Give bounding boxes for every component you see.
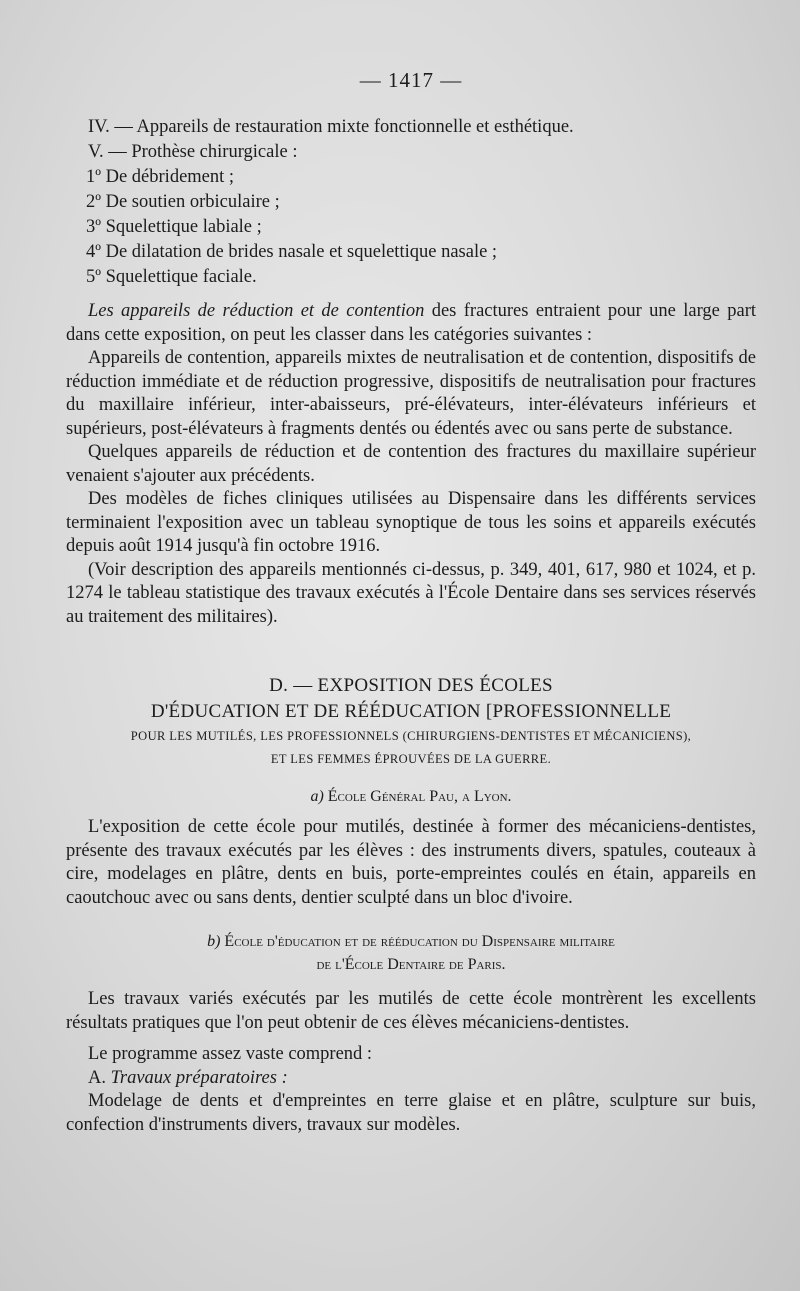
- section-d-subtitle-line1: POUR LES MUTILÉS, LES PROFESSIONNELS (CHIRURGIENS-DENTISTES ET MÉCANICIENS),: [130, 729, 692, 743]
- page-number: — 1417 —: [359, 68, 463, 92]
- fractures-intro-paragraph: [66, 300, 756, 347]
- fractures-section: [66, 300, 756, 629]
- section-a-heading: [66, 785, 756, 808]
- item-a-title: Travaux préparatoires :: [110, 1067, 288, 1088]
- section-b-title-line1: École d'éducation et de rééducation du Dispensaire militaire: [220, 933, 615, 950]
- section-a-title: École Général Pau, a Lyon.: [323, 788, 512, 805]
- section-b-title-line2: de l'École Dentaire de Paris.: [316, 956, 506, 973]
- section-b-heading-line1: [66, 930, 756, 953]
- fractures-intro-italic: Les appareils de réduction et de contention: [88, 301, 425, 321]
- programme-line: Le programme assez vaste comprend :: [88, 1044, 373, 1064]
- list-subitem: 5º Squelettique faciale.: [86, 267, 257, 287]
- section-d-subtitle-line2: ET LES FEMMES ÉPROUVÉES DE LA GUERRE.: [270, 752, 552, 766]
- list-item-iv: IV. — Appareils de restauration mixte fonctionnelle et esthétique.: [88, 117, 574, 137]
- programme-item-a: [66, 1067, 756, 1091]
- prosthesis-list: [66, 115, 756, 290]
- list-item-v: V. — Prothèse chirurgicale :: [88, 142, 298, 162]
- list-subitem: 1º De débridement ;: [86, 167, 235, 187]
- programme-item-a-text: Modelage de dents et d'empreintes en terre glaise et en plâtre, sculpture sur buis, confection d'instruments divers, travaux sur modèles.: [66, 1091, 756, 1135]
- section-d-title-line2: D'ÉDUCATION ET DE RÉÉDUCATION [PROFESSIONNELLE: [150, 701, 672, 722]
- section-d-title-line1: D. — EXPOSITION DES ÉCOLES: [269, 675, 553, 696]
- section-b-paragraph: Les travaux variés exécutés par les mutilés de cette école montrèrent les excellents résultats pratiques que l'on peut obtenir de ces élèves mécaniciens-dentistes.: [66, 989, 756, 1033]
- fractures-paragraph-2: Quelques appareils de réduction et de contention des fractures du maxillaire supérieur venaient s'ajouter aux précédents.: [66, 442, 756, 486]
- fractures-paragraph-1: Appareils de contention, appareils mixtes de neutralisation et de contention, dispositifs de réduction immédiate et de réduction progressive, dispositifs de neutralisation pour fractures du maxillaire inférieur, inter-abaisseurs, pré-élévateurs, inter-élévateurs inférieurs et supérieurs, post-élévateurs à fragments dentés ou édentés avec ou sans perte de substance.: [66, 348, 756, 439]
- section-b-letter: b): [207, 933, 221, 950]
- section-a: [66, 785, 756, 910]
- section-d-heading: [66, 673, 756, 771]
- fractures-paragraph-3: Des modèles de fiches cliniques utilisées au Dispensaire dans les différents services terminaient l'exposition avec un tableau synoptique de tous les soins et appareils exécutés depuis août 1914 jusqu'à fin octobre 1916.: [66, 489, 756, 556]
- section-a-letter: a): [310, 788, 324, 805]
- fractures-intro-text: des fractures entraient pour une large part dans cette exposition, on peut les classer dans les catégories suivantes :: [66, 301, 757, 345]
- list-subitem: 2º De soutien orbiculaire ;: [86, 192, 280, 212]
- list-subitem: 3º Squelettique labiale ;: [86, 217, 262, 237]
- section-b: [66, 930, 756, 1137]
- list-subitem: 4º De dilatation de brides nasale et squelettique nasale ;: [86, 242, 498, 262]
- fractures-paragraph-4: (Voir description des appareils mentionnés ci-dessus, p. 349, 401, 617, 980 et 1024, et p. 1274 le tableau statistique des travaux exécutés à l'École Dentaire dans ses services réservés au traitement des militaires).: [66, 559, 756, 627]
- item-a-label: A.: [88, 1067, 111, 1088]
- section-a-paragraph: L'exposition de cette école pour mutilés, destinée à former des mécaniciens-dentistes, présente des travaux exécutés par les élèves : des instruments divers, spatules, couteaux à cire, modelages en plâtre, dents en buis, porte-empreintes coulés en étain, appareils en caoutchouc avec ou sans dents, dentier sculpté dans un bloc d'ivoire.: [66, 817, 756, 908]
